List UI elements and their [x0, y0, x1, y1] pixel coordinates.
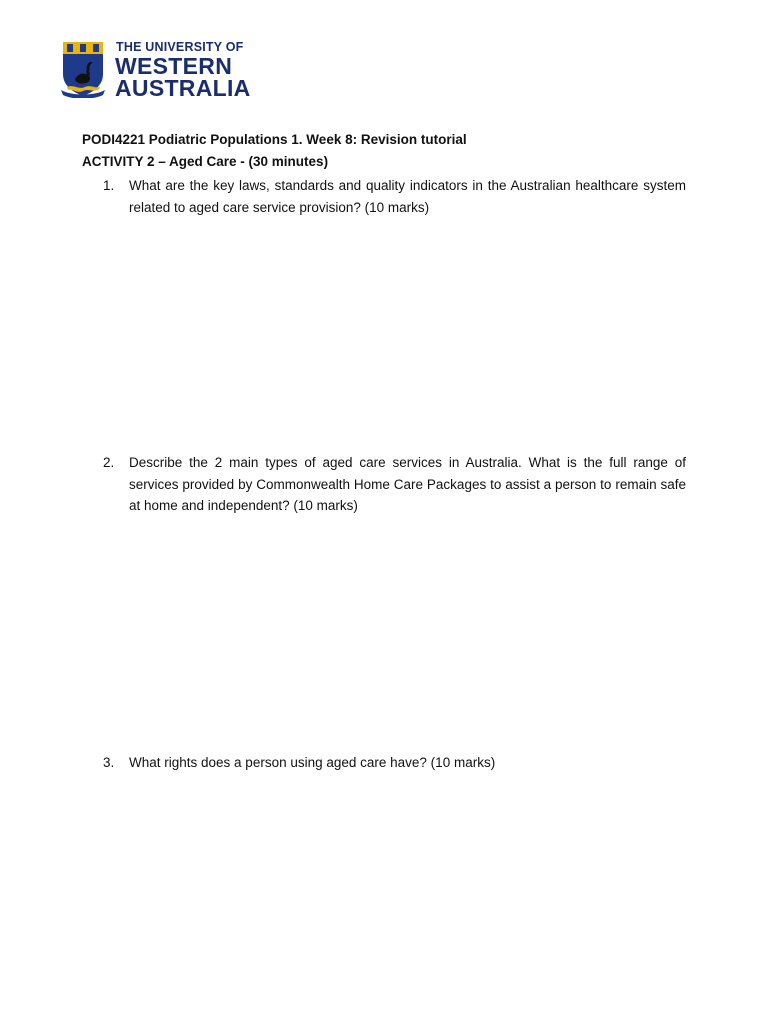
university-logo — [57, 40, 251, 101]
question-number: 3. — [103, 755, 115, 770]
university-crest-icon — [57, 40, 109, 98]
question-text: Describe the 2 main types of aged care services in Australia. What is the full range of services provided by Commonwealth Home Care Packages to assist a person to remain safe at home and independent? (10 marks) — [129, 455, 686, 513]
logo-text-university-of: THE UNIVERSITY OF — [116, 40, 244, 54]
question-item — [103, 752, 686, 774]
logo-text-western: WESTERN — [115, 53, 233, 79]
question-number: 1. — [103, 178, 115, 193]
question-item — [103, 452, 686, 517]
logo-text-australia: AUSTRALIA — [115, 75, 251, 101]
document-title: PODI4221 Podiatric Populations 1. Week 8: Revision tutorial — [82, 132, 467, 147]
question-item — [103, 175, 686, 218]
question-text: What are the key laws, standards and quality indicators in the Australian healthcare system related to aged care service provision? (10 marks) — [129, 178, 686, 215]
question-number: 2. — [103, 455, 115, 470]
activity-heading: ACTIVITY 2 – Aged Care - (30 minutes) — [82, 154, 329, 169]
question-text: What rights does a person using aged care have? (10 marks) — [129, 755, 496, 770]
